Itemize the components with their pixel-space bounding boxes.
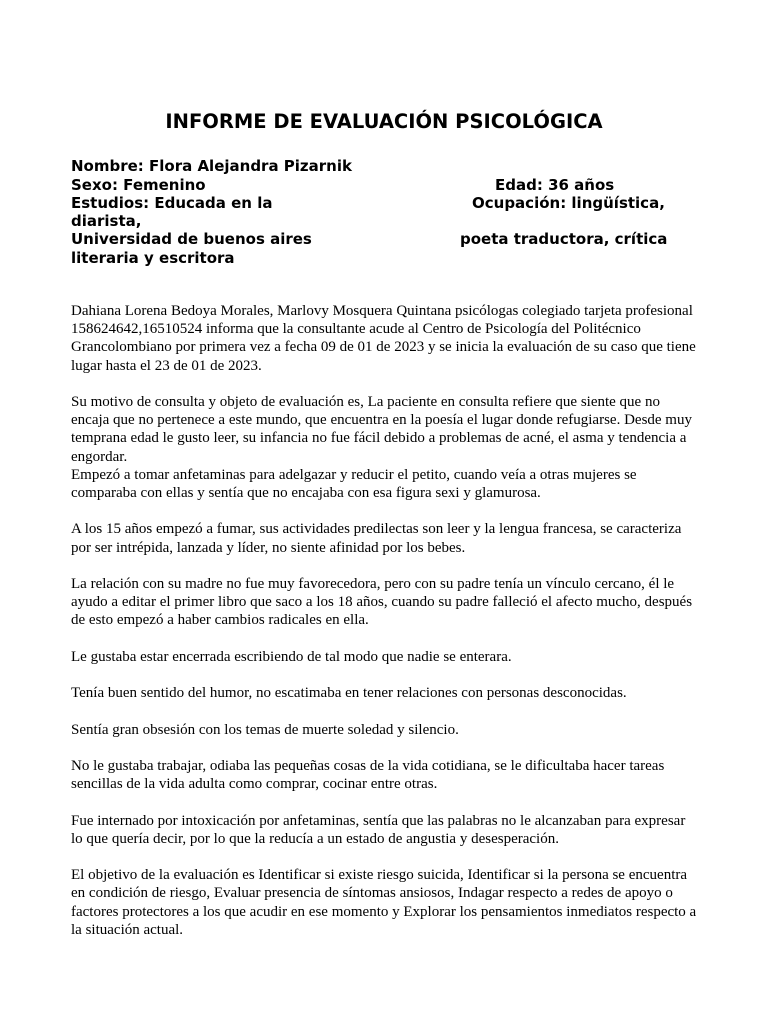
field-ocupacion-line1: Ocupación: lingüística, — [472, 194, 665, 212]
paragraph-fumar: A los 15 años empezó a fumar, sus actividades predilectas son leer y la lengua francesa, se caracteriza por ser intrépida, lanzada y líder, no siente afinidad por los bebes. — [71, 521, 682, 556]
field-sexo: Sexo: Femenino — [71, 176, 206, 194]
paragraph-motivo: Su motivo de consulta y objeto de evaluación es, La paciente en consulta refiere que siente que no encaja que no pertenece a este mundo, que encuentra en la poesía el lugar donde refugiarse. Desde muy temprana edad le gusto leer, su infancia no fue fácil debido a problemas de acné, el asma y tendencia a engordar. — [71, 394, 692, 465]
paragraph-trabajo: No le gustaba trabajar, odiaba las pequeñas cosas de la vida cotidiana, se le dificultaba hacer tareas sencillas de la vida adulta como comprar, cocinar entre otras. — [71, 757, 665, 793]
paragraph-anfetaminas: Empezó a tomar anfetaminas para adelgazar y reducir el petito, cuando veía a otras mujeres se comparaba con ellas y sentía que no encajaba con esa figura sexi y glamurosa. — [71, 466, 637, 502]
page-title: INFORME DE EVALUACIÓN PSICOLÓGICA — [165, 110, 603, 133]
paragraph-obsesion: Sentía gran obsesión con los temas de muerte soledad y silencio. — [71, 721, 459, 738]
paragraph-intro: Dahiana Lorena Bedoya Morales, Marlovy Mosquera Quintana psicólogas colegiado tarjeta profesional 158624642,16510524 informa que la consultante acude al Centro de Psicología del Politécnico Grancolombiano por primera vez a fecha 09 de 01 de 2023 y se inicia la evaluación de su caso que tiene lugar hasta el 23 de 01 de 2023. — [71, 303, 696, 374]
paragraph-familia: La relación con su madre no fue muy favorecedora, pero con su padre tenía un vínculo cercano, él le ayudo a editar el primer libro que saco a los 18 años, cuando su padre falleció el afecto mucho, después de esto empezó a haber cambios radicales en ella. — [71, 576, 693, 629]
report-body — [71, 302, 699, 957]
field-estudios-line3: Universidad de buenos aires — [71, 230, 312, 248]
field-estudios-line1: Estudios: Educada en la — [71, 194, 273, 212]
field-estudios-line4: literaria y escritora — [71, 249, 235, 267]
paragraph-objetivo: El objetivo de la evaluación es Identificar si existe riesgo suicida, Identificar si la persona se encuentra en condición de riesgo, Evaluar presencia de síntomas ansiosos, Indagar respecto a redes de apoyo o factores protectores a los que acudir en ese momento y Explorar los pensamientos inmediatos respecto a la situación actual. — [71, 867, 697, 938]
paragraph-humor: Tenía buen sentido del humor, no escatimaba en tener relaciones con personas desconocidas. — [71, 685, 627, 702]
field-ocupacion-line2: poeta traductora, crítica — [460, 230, 668, 248]
paragraph-internado: Fue internado por intoxicación por anfetaminas, sentía que las palabras no le alcanzaban para expresar lo que quería decir, por lo que la reducía a un estado de angustia y desesperación. — [71, 812, 686, 847]
field-estudios-line2: diarista, — [71, 212, 142, 230]
field-nombre: Nombre: Flora Alejandra Pizarnik — [71, 157, 352, 175]
paragraph-encerrada: Le gustaba estar encerrada escribiendo de tal modo que nadie se enterara. — [71, 648, 512, 665]
field-edad: Edad: 36 años — [495, 176, 615, 194]
